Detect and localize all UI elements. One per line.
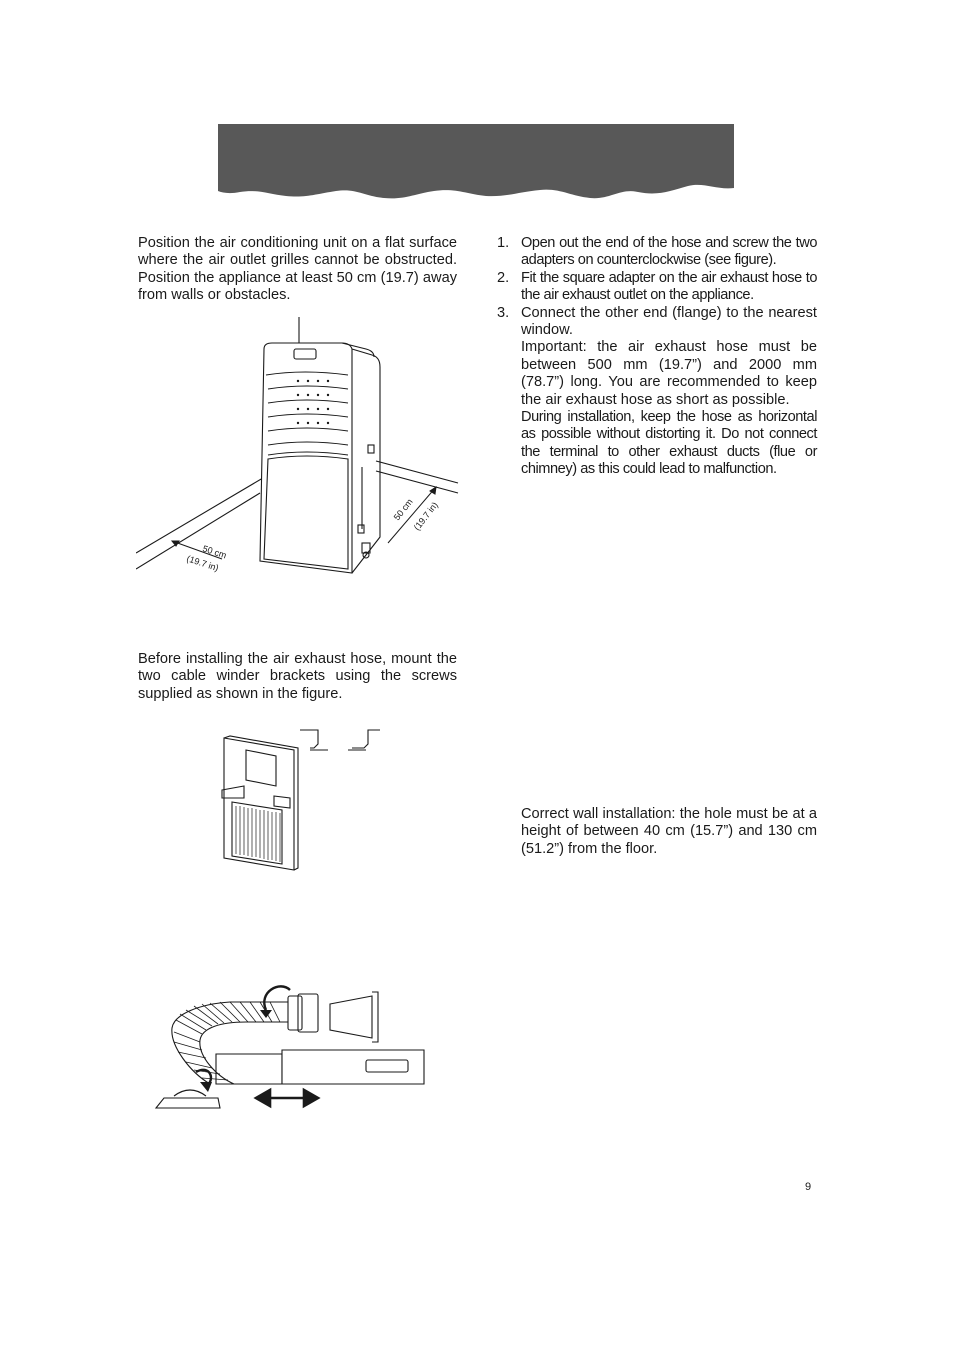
step-number: 3. [497,304,510,321]
bracket-paragraph: Before installing the air exhaust hose, mount the two cable winder brackets using the screws supplied as shown in the figure. [138,651,457,702]
wall-installation-note: Correct wall installation: the hole must be at a height of between 40 cm (15.7”) and 130 cm (51.2”) from the floor. [521,806,817,857]
section-header-banner [218,124,734,204]
step-number: 1. [497,235,510,251]
installation-steps [497,235,817,479]
step-text: Connect the other end (flange) to the nearest window. [521,304,817,339]
unit-clearance-figure [136,315,460,577]
bracket-figure [218,724,388,874]
side-clearance-in: (19.7 in) [411,500,440,533]
step-item [497,270,817,305]
front-clearance-cm: 50 cm [201,543,228,561]
side-clearance-cm: 50 cm [391,496,415,523]
hose-adapter-figure [150,976,440,1116]
step-text: Fit the square adapter on the air exhaust hose to the air exhaust outlet on the appliance. [521,269,817,304]
step-number: 2. [497,269,510,286]
page-number: 9 [805,1181,812,1193]
installation-note: During installation, keep the hose as horizontal as possible without distorting it. Do not connect the terminal to other exhaust ducts (flue or chimney) as this could lead to malfunction. [521,409,817,478]
important-note: Important: the air exhaust hose must be between 500 mm (19.7”) and 2000 mm (78.7”) long. You are recommended to keep the air exhaust hose as short as possible. [521,339,817,408]
front-clearance-in: (19.7 in) [185,553,220,574]
positioning-paragraph: Position the air conditioning unit on a flat surface where the air outlet grilles cannot be obstructed. Position the appliance at least 50 cm (19.7) away from walls or obstacles. [138,235,457,304]
step-item [497,235,817,270]
step-text: Open out the end of the hose and screw the two adapters on counterclockwise (see figure). [521,235,817,269]
step-item [497,305,817,479]
